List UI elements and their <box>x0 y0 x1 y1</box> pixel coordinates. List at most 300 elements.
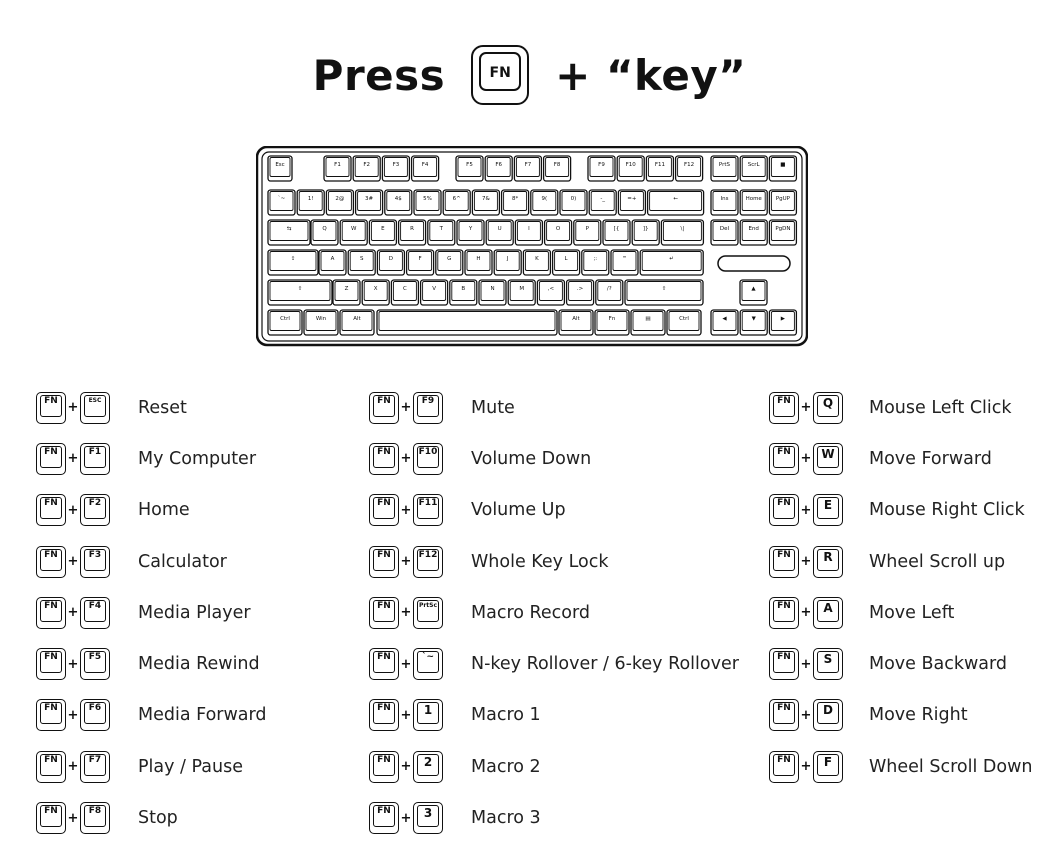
plus-sign: + <box>800 759 812 775</box>
keyboard-key <box>640 250 703 275</box>
keyboard-key <box>618 190 645 215</box>
fn-key-icon <box>769 546 799 578</box>
keyboard-key <box>740 220 767 245</box>
keyboard-key-label: ⇪ <box>290 256 296 262</box>
keyboard-key <box>486 220 513 245</box>
combo-key-icon <box>413 546 443 578</box>
keyboard-key <box>611 250 638 275</box>
keyboard-key <box>414 190 441 215</box>
keyboard-key-label: .> <box>576 286 584 292</box>
keyboard-key <box>595 310 629 335</box>
indicator-light-bar <box>718 256 790 271</box>
combo-key-label: S <box>823 652 833 667</box>
keyboard-key <box>391 280 418 305</box>
fn-key-icon <box>36 597 66 629</box>
fn-key-label: FN <box>377 446 391 457</box>
keyboard-key-label: Home <box>745 196 762 202</box>
keyboard-key-label: [{ <box>613 226 620 232</box>
shortcut-row <box>36 741 267 792</box>
fn-key-icon <box>36 494 66 526</box>
plus-sign: + <box>400 759 412 775</box>
keyboard-key <box>268 156 292 181</box>
keyboard-key <box>456 156 483 181</box>
keyboard-key <box>494 250 521 275</box>
plus-sign: + <box>800 400 812 416</box>
keyboard-key <box>537 280 564 305</box>
keyboard-key-label: X <box>373 286 378 292</box>
fn-key-icon <box>769 494 799 526</box>
combo-key-icon <box>813 751 843 783</box>
fn-key-label: FN <box>489 65 511 81</box>
keyboard-key-label: D <box>388 256 394 262</box>
plus-sign: + <box>400 400 412 416</box>
keyboard-key-label: F <box>418 256 422 262</box>
keyboard-key <box>319 250 346 275</box>
plus-sign: + <box>67 451 79 467</box>
keyboard-key-label: 8* <box>511 196 519 202</box>
fn-key-label: FN <box>377 600 391 611</box>
combo-key-label: W <box>821 446 835 461</box>
fn-key-label: FN <box>777 549 791 560</box>
legend-column-1 <box>36 382 267 844</box>
shortcut-row <box>769 690 1032 741</box>
keyboard-key-label: \| <box>680 226 685 232</box>
shortcut-row <box>36 638 267 689</box>
shortcut-row <box>769 587 1032 638</box>
keyboard-key <box>385 190 412 215</box>
keyboard-key <box>362 280 389 305</box>
keyboard-key <box>646 156 673 181</box>
keyboard-key-label: F12 <box>684 162 695 168</box>
plus-sign: + <box>400 707 412 723</box>
combo-key-label: F10 <box>418 446 438 457</box>
keyboard-key-label: ▤ <box>645 316 651 322</box>
combo-key-icon <box>813 392 843 424</box>
fn-key-icon <box>369 648 399 680</box>
shortcut-description: Media Player <box>138 602 251 623</box>
combo-key-label: E <box>823 498 833 513</box>
shortcut-description: Media Forward <box>138 705 267 726</box>
combo-key-icon <box>813 699 843 731</box>
keyboard-key-label: Win <box>315 316 327 322</box>
keyboard-key-label: Esc <box>275 162 285 168</box>
combo-key-icon <box>80 699 110 731</box>
plus-sign: + <box>800 502 812 518</box>
keyboard-key <box>333 280 360 305</box>
fn-key-icon <box>769 597 799 629</box>
shortcut-row <box>769 382 1032 433</box>
keyboard-key <box>711 220 738 245</box>
keyboard-key <box>472 190 499 215</box>
keyboard-key-label: ]} <box>642 226 649 232</box>
keyboard-key <box>502 190 529 215</box>
fn-key-label: FN <box>377 549 391 560</box>
keyboard-key-label: Q <box>322 226 327 232</box>
keyboard-key-label: Alt <box>353 316 361 322</box>
combo-key-label: D <box>823 703 833 718</box>
keyboard-key-label: 9( <box>541 196 548 202</box>
keyboard-key <box>356 190 383 215</box>
combo-key-label: 3 <box>423 806 433 821</box>
legend-column-3 <box>769 382 1032 792</box>
keyboard-key <box>326 190 353 215</box>
keyboard-key-label: O <box>555 226 561 232</box>
combo-key-icon <box>413 648 443 680</box>
fn-key-label: FN <box>44 395 58 406</box>
keyboard-key-label: PrtS <box>718 162 731 168</box>
keyboard-key-label: K <box>535 256 539 262</box>
fn-key-label: FN <box>377 806 391 817</box>
plus-key-word: + “key” <box>555 50 747 100</box>
shortcut-row <box>769 741 1032 792</box>
keyboard-key-label: F8 <box>553 162 561 168</box>
fn-key-label: FN <box>44 498 58 509</box>
keyboard-key-label: Z <box>344 286 349 292</box>
combo-key-label: F6 <box>88 703 102 714</box>
plus-sign: + <box>67 707 79 723</box>
shortcut-description: Volume Up <box>471 500 566 521</box>
keyboard-key <box>428 220 455 245</box>
keyboard-key <box>523 250 550 275</box>
fn-key-label: FN <box>777 754 791 765</box>
keyboard-key <box>304 310 338 335</box>
combo-key-label: Q <box>822 395 834 410</box>
plus-sign: + <box>67 656 79 672</box>
keyboard-key <box>311 220 338 245</box>
keyboard-key-label: H <box>476 256 481 262</box>
keyboard-key <box>711 190 738 215</box>
keyboard-key <box>377 310 557 335</box>
plus-sign: + <box>800 707 812 723</box>
keyboard-key <box>740 310 767 335</box>
combo-key-icon <box>413 494 443 526</box>
shortcut-description: Wheel Scroll Down <box>869 756 1033 777</box>
keyboard-key-label: ;: <box>593 256 598 262</box>
combo-key-icon <box>413 751 443 783</box>
fn-key-icon <box>369 443 399 475</box>
combo-key-icon <box>813 443 843 475</box>
combo-key-icon <box>813 648 843 680</box>
combo-key-label: F11 <box>418 498 438 509</box>
keyboard-key-label: F7 <box>524 162 532 168</box>
fn-key-label: FN <box>377 395 391 406</box>
fn-key-icon <box>36 648 66 680</box>
keyboard-key <box>268 250 318 275</box>
keyboard-key-label: S <box>359 256 364 262</box>
fn-key-icon <box>369 802 399 834</box>
fn-key-icon <box>471 45 529 105</box>
keyboard-key <box>769 310 796 335</box>
keyboard-key-label: Ctrl <box>679 316 689 322</box>
shortcut-row <box>369 587 739 638</box>
keyboard-key <box>740 190 767 215</box>
keyboard-key <box>457 220 484 245</box>
shortcut-description: Whole Key Lock <box>471 551 609 572</box>
press-word: Press <box>312 50 446 100</box>
shortcut-description: Play / Pause <box>138 756 243 777</box>
keyboard-key-label: E <box>381 226 385 232</box>
combo-key-label: F8 <box>88 806 102 817</box>
shortcut-description: Mouse Right Click <box>869 500 1025 521</box>
shortcut-row <box>36 587 267 638</box>
keyboard-key-label: ⇧ <box>297 286 303 292</box>
shortcut-description: Macro 3 <box>471 808 541 829</box>
keyboard-key-label: R <box>410 226 415 232</box>
keyboard-key-label: Ins <box>720 196 729 202</box>
keyboard-key <box>324 156 351 181</box>
combo-key-label: 2 <box>423 754 433 769</box>
keyboard-key <box>531 190 558 215</box>
keyboard-key <box>769 156 796 181</box>
shortcut-description: Wheel Scroll up <box>869 551 1006 572</box>
keyboard-key-label: U <box>497 226 502 232</box>
keyboard-key <box>588 156 615 181</box>
keyboard-key <box>582 250 609 275</box>
keyboard-key <box>632 220 659 245</box>
keyboard-key-label: ← <box>673 196 678 202</box>
keyboard-key <box>631 310 665 335</box>
keyboard-key <box>450 280 477 305</box>
shortcut-description: Calculator <box>138 551 227 572</box>
combo-key-label: R <box>823 549 833 564</box>
combo-key-icon <box>80 597 110 629</box>
shortcut-description: Macro 1 <box>471 705 541 726</box>
keyboard-key-label: I <box>528 226 530 232</box>
shortcut-description: Move Left <box>869 602 955 623</box>
keyboard-key <box>560 190 587 215</box>
shortcut-row <box>369 536 739 587</box>
shortcut-row <box>369 433 739 484</box>
fn-key-icon <box>369 494 399 526</box>
plus-sign: + <box>67 810 79 826</box>
keyboard-key-label: /? <box>606 286 612 292</box>
keyboard-key <box>268 280 332 305</box>
keyboard-key <box>421 280 448 305</box>
fn-key-label: FN <box>777 446 791 457</box>
keyboard-key-label: ▲ <box>751 286 756 292</box>
keyboard-key-label: ↵ <box>669 256 675 262</box>
shortcut-row <box>769 433 1032 484</box>
keyboard-key <box>711 156 738 181</box>
plus-sign: + <box>800 605 812 621</box>
combo-key-icon <box>813 546 843 578</box>
keyboard-key-label: F2 <box>363 162 371 168</box>
shortcut-row <box>36 690 267 741</box>
keyboard-key <box>559 310 593 335</box>
keyboard-key-label: V <box>432 286 436 292</box>
combo-key-icon <box>413 699 443 731</box>
combo-key-icon <box>80 751 110 783</box>
combo-key-icon <box>413 392 443 424</box>
keyboard-key <box>340 220 367 245</box>
keyboard-key-label: B <box>461 286 466 292</box>
combo-key-icon <box>80 648 110 680</box>
combo-key-icon <box>80 392 110 424</box>
shortcut-row <box>369 690 739 741</box>
keyboard-key-label: C <box>402 286 407 292</box>
keyboard-key-label: ▼ <box>751 316 756 322</box>
keyboard-key-label: 2@ <box>335 196 345 202</box>
keyboard-key <box>625 280 703 305</box>
fn-key-icon <box>369 699 399 731</box>
shortcut-description: My Computer <box>138 448 257 469</box>
fn-key-icon <box>369 392 399 424</box>
keyboard-key-label: 3# <box>365 196 374 202</box>
fn-key-label: FN <box>377 498 391 509</box>
keyboard-key <box>382 156 409 181</box>
fn-key-label: FN <box>44 549 58 560</box>
keyboard-key-label: F11 <box>654 162 665 168</box>
combo-key-icon <box>80 443 110 475</box>
fn-key-label: FN <box>44 446 58 457</box>
combo-key-icon <box>813 597 843 629</box>
fn-key-icon <box>36 802 66 834</box>
keyboard-key-label: F6 <box>495 162 503 168</box>
combo-key-label: F4 <box>88 600 102 611</box>
combo-key-icon <box>80 494 110 526</box>
plus-sign: + <box>400 656 412 672</box>
keyboard-key <box>603 220 630 245</box>
plus-sign: + <box>800 451 812 467</box>
plus-sign: + <box>400 605 412 621</box>
keyboard-key-label: M <box>519 286 525 292</box>
keyboard-key-label: PgUP <box>775 196 790 202</box>
keyboard-key <box>412 156 439 181</box>
keyboard-key-label: F9 <box>598 162 605 168</box>
keyboard-key-label: ⇆ <box>286 226 292 232</box>
fn-key-label: FN <box>377 652 391 663</box>
keyboard-key-label: 5% <box>423 196 432 202</box>
shortcut-row <box>369 792 739 843</box>
fn-key-icon <box>769 751 799 783</box>
keyboard-key-label: PgDN <box>775 226 791 232</box>
shortcut-description: Reset <box>138 397 187 418</box>
shortcut-row <box>36 382 267 433</box>
shortcut-row <box>769 485 1032 536</box>
keyboard-key-label: ▶ <box>780 316 786 322</box>
keyboard-key <box>740 156 767 181</box>
keyboard-key <box>443 190 470 215</box>
page-header <box>0 40 1059 110</box>
shortcut-row <box>369 382 739 433</box>
fn-key-icon <box>36 751 66 783</box>
keyboard-key-label: Y <box>468 226 473 232</box>
plus-sign: + <box>67 554 79 570</box>
keyboard-key-label: J <box>506 256 509 262</box>
fn-key-label: FN <box>44 703 58 714</box>
shortcut-row <box>369 741 739 792</box>
keyboard-key <box>348 250 375 275</box>
keyboard-key-label: A <box>330 256 335 262</box>
keyboard-key-label: G <box>447 256 452 262</box>
plus-sign: + <box>800 656 812 672</box>
keyboard-key <box>661 220 703 245</box>
fn-key-icon <box>769 648 799 680</box>
keyboard-key <box>297 190 324 215</box>
shortcut-description: Mute <box>471 397 515 418</box>
keyboard-key-label: L <box>564 256 568 262</box>
keyboard-key-label: T <box>439 226 443 232</box>
plus-sign: + <box>67 605 79 621</box>
fn-key-icon <box>369 597 399 629</box>
keyboard-key <box>567 280 594 305</box>
keyboard-key-label: P <box>585 226 589 232</box>
keyboard-key-label: F4 <box>421 162 429 168</box>
fn-key-label: FN <box>377 754 391 765</box>
combo-key-icon <box>413 802 443 834</box>
shortcut-description: Move Backward <box>869 654 1008 675</box>
keyboard-key <box>648 190 704 215</box>
keyboard-key <box>485 156 512 181</box>
keyboard-key-label: N <box>490 286 495 292</box>
plus-sign: + <box>400 502 412 518</box>
fn-key-icon <box>36 546 66 578</box>
keyboard-key-label: 0) <box>570 196 577 202</box>
fn-key-label: FN <box>44 652 58 663</box>
plus-sign: + <box>67 502 79 518</box>
keyboard-key <box>553 250 580 275</box>
keyboard-key <box>268 190 295 215</box>
keyboard-key-label: -_ <box>600 196 606 202</box>
keyboard-key <box>544 156 571 181</box>
combo-key-icon <box>813 494 843 526</box>
combo-key-label: F3 <box>88 549 102 560</box>
shortcut-row <box>769 638 1032 689</box>
fn-key-icon <box>36 699 66 731</box>
shortcut-row <box>36 485 267 536</box>
combo-key-icon <box>80 802 110 834</box>
shortcut-row <box>36 536 267 587</box>
keyboard-key <box>479 280 506 305</box>
combo-key-label: PrtSc <box>418 601 438 609</box>
combo-key-icon <box>413 597 443 629</box>
keyboard-key-label: ,< <box>547 286 555 292</box>
keyboard-key <box>545 220 572 245</box>
keyboard-key <box>769 220 796 245</box>
shortcut-description: Mouse Left Click <box>869 397 1012 418</box>
shortcut-row <box>36 433 267 484</box>
keyboard-key-label: Alt <box>572 316 580 322</box>
keyboard-key <box>377 250 404 275</box>
fn-key-icon <box>36 392 66 424</box>
fn-key-icon <box>769 443 799 475</box>
shortcut-row <box>369 485 739 536</box>
keyboard-diagram <box>256 146 808 348</box>
shortcut-description: Move Right <box>869 705 968 726</box>
shortcut-description: Macro Record <box>471 602 590 623</box>
keyboard-key <box>340 310 374 335</box>
keyboard-key <box>667 310 701 335</box>
keyboard-key-label: ◀ <box>722 316 727 322</box>
shortcut-row <box>369 638 739 689</box>
fn-key-icon <box>36 443 66 475</box>
shortcut-row <box>36 792 267 843</box>
plus-sign: + <box>400 451 412 467</box>
shortcut-description: Macro 2 <box>471 756 541 777</box>
keyboard-key <box>574 220 601 245</box>
keyboard-key <box>515 220 542 245</box>
plus-sign: + <box>67 400 79 416</box>
combo-key-label: F2 <box>88 498 102 509</box>
keyboard-key-label: Fn <box>608 316 616 322</box>
keyboard-key-label: F1 <box>334 162 341 168</box>
keyboard-key-label: `~ <box>277 196 286 202</box>
fn-key-label: FN <box>377 703 391 714</box>
plus-sign: + <box>800 554 812 570</box>
legend-column-2 <box>369 382 739 844</box>
keyboard-key <box>268 310 302 335</box>
plus-sign: + <box>400 554 412 570</box>
